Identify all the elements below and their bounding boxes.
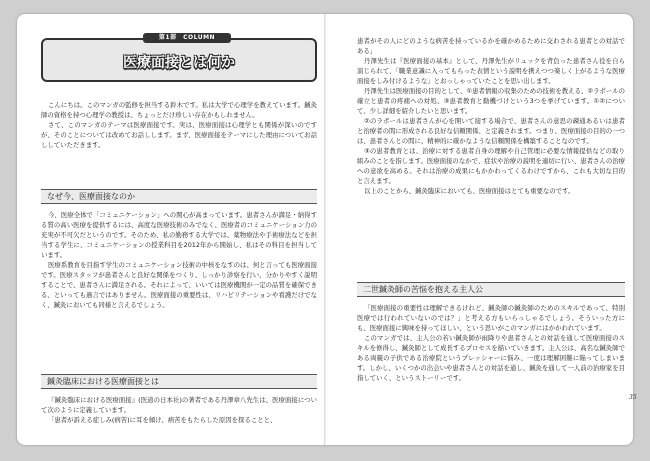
paragraph: 「患者が訴える症しみ(病苦)に耳を傾け、病苦をもたらした原因を探ることと、 [48, 416, 277, 424]
section-clinical [41, 374, 317, 425]
paragraph: 医療系教育を目指す学生のコミュニケーション技術の中核をなすのは、何と言っても医療面接です。医療スタッフが患者さんと良好な関係をつくり、しっかり診察を行い、分かりやすく説明することで、患者さんに満足される。それによって、いいては医療機関が一定の品質を確保できる、といっても過言ではありません。医療面接の重要性は、リハビリテーションや看護だけでなく、鍼灸においても同様と言えるでしょう。 [41, 261, 317, 309]
paragraph: 今、医療全体で「コミュニケーション」への関心が高まっています。患者さんが満足・納得する質の高い医療を提供するには、高度な医療技術のみでなく、医療者のコミュニケーション力の充実が不可欠だというのです。そのため、私の勤務する大学では、薬物療法や手術療法などを担当する学生に、コミュニケーションの授業科目を2012年から開始し、私はその科目を担当しています。 [41, 211, 317, 259]
paragraph: 「医療面接の重要性は理解できるけれど、鍼灸師の鍼灸師のためのスキルであって、特別医療では行われていないのでは？」と考える方もいらっしゃるでしょう。そういった方にも、医療面接に興味を持ってほしい、という思いがこのマンガにはかかわれています。 [357, 304, 625, 332]
paragraph: 丹澤先生は『医療面接の基本』として、丹澤先生がリュックを背負った患者さん役を自ら演じられて、「職業意識に入ってもらった表情という説明を携えつつ楽しく上がるような医療面接をしみ付けるような」とおっしゃっていたことを思い出します。 [357, 57, 625, 85]
paragraph: 患者がその人にどのような病苦を持っているかを確かめるために交わされる患者との対話である」 [357, 37, 625, 55]
section-protagonist [357, 282, 625, 383]
paragraph: ②のラポールは患者さんが心を開いて接する場合で、患者さんの意思の疎通あるいは患者と治療者の間に形成される良好な信頼関係、と定義されます。つまり、医療面接の目的の一つは、患者さんとの間に、精神的に確かなような信頼関係を構築することなのです。 [357, 117, 625, 145]
section-why-now [41, 189, 317, 310]
paragraph: ③の患者教育とは、治療に対する患者自身の理解や自己管理に必要な情報提供などの取り組みのことを指します。医療面接のなかで、症状や治療の説明を適切に行い、患者さんの治療への意欲を高める。それは治療の成果にもかかわってくるわけですから、これも大切な目的と言えます。 [357, 147, 625, 185]
book-gutter [324, 14, 326, 445]
right-block-top [357, 36, 625, 196]
column-title: 医療面接とは何か [123, 55, 235, 71]
paragraph: 以上のことから、鍼灸臨床においても、医療面接はとても重要なのです。 [364, 187, 575, 195]
paragraph: このマンガでは、主人公の若い鍼灸師が雨降りや患者さんとの対話を通して医療面接のスキルを修得し、鍼灸師として成長するプロセスを描いていきます。主人公は、高名な鍼灸師である両親の子供である治療院というプレッシャーに悩み、一度は理解困難に陥ってしまいます。しかし、いくつかの出会いや患者さんとの対話を通し、鍼灸を通して一人前の治療家を目指していく、というストーリーです。 [357, 334, 625, 382]
column-tab: 第1部 COLUMN [143, 33, 231, 43]
paragraph: さて、このマンガのテーマは医療面接です。実は、医療面接は心理学とも関係が深いのですが、そのことについては改めてお話しします。まず、医療面接をテーマにした理由についてお話ししていただきます。 [41, 121, 317, 149]
section-heading: 二世鍼灸師の苦悩を抱える主人公 [357, 282, 625, 297]
intro-block [41, 100, 317, 150]
page-number: 35 [629, 394, 637, 401]
column-header [41, 34, 317, 82]
paragraph: こんにちは。このマンガの監修を担当する鈴木です。私は大学で心理学を教えています。鍼灸師の資格を持つ心理学の教授は、ちょっとだけ珍しい存在かもしれません。 [41, 101, 317, 119]
section-heading: なぜ今、医療面接なのか [41, 189, 317, 204]
paragraph: 『鍼灸臨床における医療面接』(医道の日本社)の著者である丹澤章八先生は、医療面接について次のように定義しています。 [41, 396, 317, 414]
section-heading: 鍼灸臨床における医療面接とは [41, 374, 317, 389]
paragraph: 丹澤先生は医療面接の目的として、①患者情報の収集のための技術を教える、②ラポールの確立と患者の疼痛への対処、③患者教育と動機づけという3つを挙げています。①②について、少し詳細を紹介したいと思います。 [357, 87, 625, 115]
